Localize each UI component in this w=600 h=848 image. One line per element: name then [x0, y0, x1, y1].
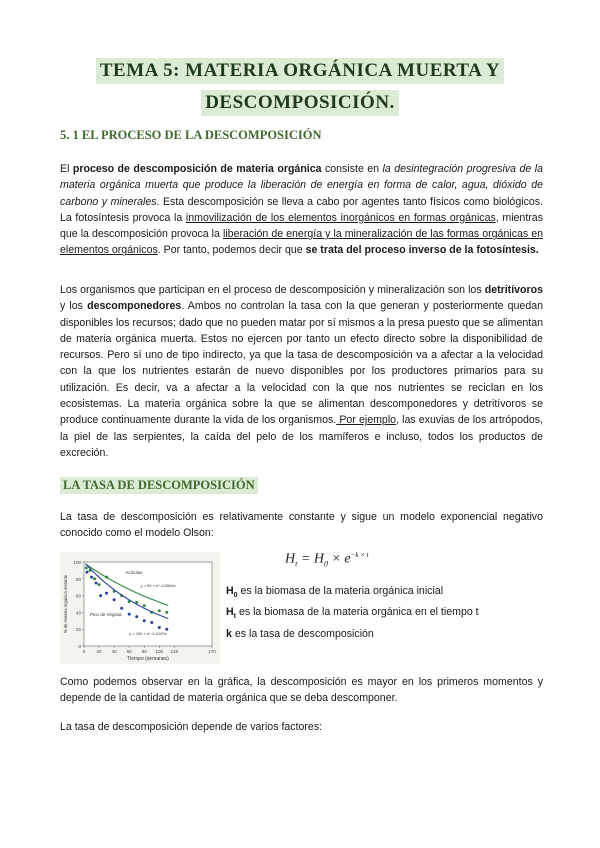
y-tick-label: 80	[75, 576, 81, 582]
data-point	[165, 611, 168, 614]
data-point	[143, 619, 146, 622]
def-sub: t	[233, 613, 236, 621]
decomposition-chart	[60, 552, 220, 664]
def-text: es la biomasa de la materia orgánica inicial	[237, 585, 444, 597]
formula-eq: =	[297, 551, 314, 567]
x-axis-label: Tiempo (semanas)	[127, 656, 169, 662]
italic-definition: la desintegración progresiva de la materia orgánica muerta que produce la liberación de energía en forma de calor, agua, dióxido de carbono y minerales	[60, 163, 543, 208]
title-line-2: DESCOMPOSICIÓN.	[201, 90, 399, 116]
data-point	[120, 607, 123, 610]
text: El	[60, 163, 73, 175]
data-point	[105, 576, 108, 579]
paragraph-proceso	[60, 161, 543, 259]
text: , mientras que la descomposición provoca la	[60, 211, 543, 241]
text: Los organismos que participan en el proceso de descomposición y mineralización son los	[60, 284, 485, 296]
bold-conclusion: se trata del proceso inverso de la fotosíntesis.	[305, 244, 539, 257]
data-point	[128, 613, 131, 616]
page-title	[0, 55, 600, 119]
data-point	[85, 566, 88, 569]
formula-times: ×	[327, 551, 345, 567]
y-tick-label: 0	[78, 644, 81, 649]
formula-sub: 0	[323, 559, 328, 569]
x-tick-label: 120	[170, 649, 179, 654]
data-point	[98, 583, 101, 586]
text: . Por tanto, podemos decir que	[157, 244, 306, 257]
formula-sub: t	[295, 559, 298, 569]
text: consiste en	[321, 163, 383, 175]
series-label: Acículas	[125, 569, 143, 575]
data-point	[95, 582, 98, 585]
chart-svg	[60, 552, 220, 664]
data-point	[90, 576, 93, 579]
x-tick-label: 80	[141, 649, 147, 654]
text: , las exuvias de los artrópodos, la piel de las serpientes, la caída del pelo de los mamíferos e incluso, todos los productos de excreción.	[60, 414, 543, 459]
text: . Esta descomposición se lleva a cabo por agentes tanto físicos como biológicos. La fotosíntesis provoca la	[60, 195, 544, 224]
underlined-text: liberación de energía y la mineralización de las formas orgánicas en elementos orgánicos	[60, 228, 543, 257]
paragraph-olson: La tasa de descomposición es relativamente constante y sigue un modelo exponencial negativo conocido como el modelo Olson:	[60, 511, 543, 540]
text: y los	[60, 300, 88, 313]
data-point	[150, 621, 153, 624]
data-point	[113, 598, 116, 601]
formula-h0: H	[313, 551, 324, 567]
x-tick-label: 170	[208, 649, 216, 654]
def-text: es la tasa de descomposición	[231, 627, 374, 640]
y-axis-label: % de materia orgánica restante	[63, 574, 68, 634]
series-equation: y = 100 × e^-0.0100x	[129, 631, 167, 637]
data-point	[158, 626, 161, 629]
formula-definitions	[226, 583, 479, 642]
definition-h0	[226, 583, 479, 604]
bold-term: proceso de descomposición de materia orgánica	[72, 163, 322, 175]
data-point	[93, 577, 96, 580]
definition-ht	[226, 604, 479, 625]
def-symbol: H	[226, 606, 234, 619]
x-tick-label: 100	[155, 649, 164, 654]
bold-term: detritívoros	[484, 284, 543, 296]
def-sub: 0	[233, 592, 238, 600]
title-line-1: TEMA 5: MATERIA ORGÁNICA MUERTA Y	[96, 58, 504, 84]
text: . Ambos no controlan la tasa con la que generan y posteriormente quedan disponibles los recursos; dado que no pueden matar por sí mismos a la presa puesto que se alimentan de materia orgánica muerta. Estos no ejercen por tanto un efecto directo sobre la disponibilidad de recursos. Pero sí uno de tipo indirecto, ya que la tasa de descomposición va a afectar a la velocidad con la que los nutrientes estarán de nuevo disponibles por los productores primarios para su utilización. Es decir, va a afectar a la velocidad con la que nos nutrientes se reciclan en los ecosistemas. La materia orgánica sobre la que se alimentan descomponedores y detritívoros se produce continuamente durante la vida de los organismos.	[60, 300, 544, 427]
paragraph-organismos	[60, 282, 543, 461]
y-tick-label: 40	[75, 610, 81, 616]
y-tick-label: 60	[75, 593, 81, 599]
def-symbol: k	[226, 627, 232, 640]
x-tick-label: 60	[126, 649, 132, 654]
definition-k	[226, 626, 479, 642]
section-heading-descomposicion: 5. 1 EL PROCESO DE LA DESCOMPOSICIÓN	[60, 128, 322, 142]
paragraph-grafica: Como podemos observar en la gráfica, la descomposición es mayor en los primeros momentos y depende de la cantidad de materia orgánica que se deba descomponer.	[60, 676, 543, 705]
data-point	[86, 571, 89, 574]
y-tick-label: 20	[75, 627, 81, 633]
data-point	[143, 604, 146, 607]
series-equation: y = 99 × e^-0.0064x	[140, 583, 176, 589]
section-heading-tasa: LA TASA DE DESCOMPOSICIÓN	[60, 477, 258, 494]
def-symbol: H	[226, 585, 234, 597]
series-label: Pino de Virginia	[90, 611, 122, 617]
underlined-text: Por ejemplo	[336, 414, 397, 427]
formula-exponent: −k × t	[350, 551, 369, 559]
formula-ht: H	[285, 551, 296, 567]
formula-e: e	[344, 551, 351, 567]
olson-formula	[285, 551, 369, 568]
data-point	[135, 615, 138, 618]
x-tick-label: 40	[111, 649, 117, 654]
data-point	[105, 592, 108, 595]
underlined-text: inmovilización de los elementos inorgánicos en formas orgánicas	[185, 211, 496, 224]
x-tick-label: 20	[96, 649, 102, 654]
y-tick-label: 100	[73, 560, 81, 565]
def-text: es la biomasa de la materia orgánica en el tiempo t	[236, 606, 479, 619]
x-tick-label: 0	[82, 649, 86, 654]
data-point	[99, 594, 102, 597]
paragraph-factores: La tasa de descomposición depende de varios factores:	[60, 721, 323, 733]
bold-term: descomponedores	[87, 300, 182, 313]
data-point	[158, 609, 161, 612]
